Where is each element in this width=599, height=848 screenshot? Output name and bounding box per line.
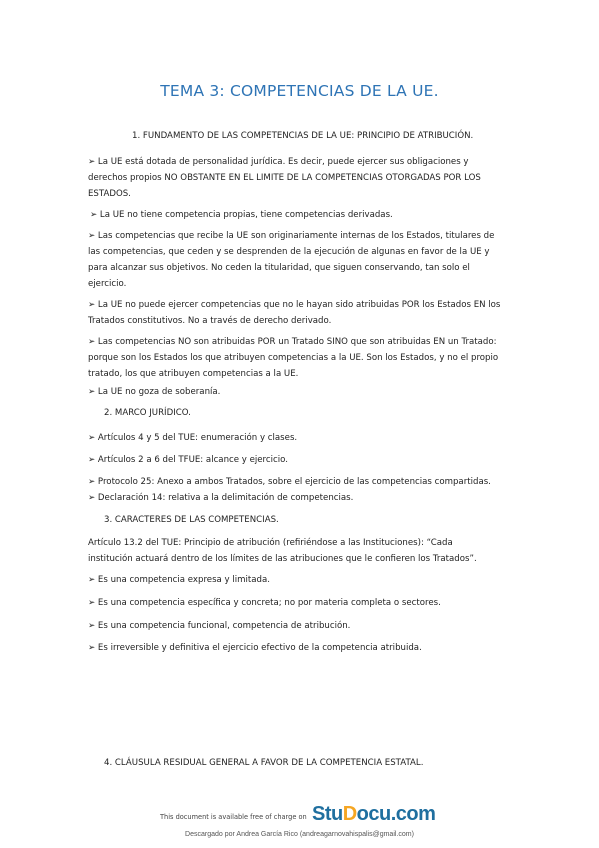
list-item: ➢ Artículos 4 y 5 del TUE: enumeración y clases. bbox=[88, 433, 298, 443]
section-heading-3: 3. CARACTERES DE LAS COMPETENCIAS. bbox=[104, 515, 279, 525]
paragraph-line: ejercicio. bbox=[88, 279, 127, 289]
paragraph-line: ➢ La UE no tiene competencia propias, tiene competencias derivadas. bbox=[90, 210, 393, 220]
studocu-logo[interactable] bbox=[312, 803, 435, 826]
paragraph-line: para alcanzar sus objetivos. No ceden la titularidad, que siguen conservando, tan solo el bbox=[88, 263, 470, 273]
list-item: ➢ Protocolo 25: Anexo a ambos Tratados, sobre el ejercicio de las competencias compartidas. bbox=[88, 477, 491, 487]
paragraph-line: ESTADOS. bbox=[88, 189, 131, 199]
paragraph-line: ➢ La UE no puede ejercer competencias que no le hayan sido atribuidas POR los Estados EN los bbox=[88, 300, 501, 310]
page-title: TEMA 3: COMPETENCIAS DE LA UE. bbox=[160, 82, 439, 100]
paragraph-line: institución actuará dentro de los límites de las atribuciones que le confieren los Tratados”. bbox=[88, 554, 477, 564]
download-notice: Descargado por Andrea García Rico (andreagarnovahispalis@gmail.com) bbox=[185, 831, 414, 838]
section-heading-4: 4. CLÁUSULA RESIDUAL GENERAL A FAVOR DE LA COMPETENCIA ESTATAL. bbox=[104, 758, 424, 768]
logo-part: Stu bbox=[312, 803, 343, 825]
paragraph-line: ➢ La UE no goza de soberanía. bbox=[88, 387, 221, 397]
logo-part: D bbox=[342, 803, 357, 825]
paragraph-line: Tratados constitutivos. No a través de derecho derivado. bbox=[88, 316, 332, 326]
paragraph-line: ➢ Las competencias que recibe la UE son originariamente internas de los Estados, titulares de bbox=[88, 231, 495, 241]
paragraph-line: ➢ Las competencias NO son atribuidas POR un Tratado SINO que son atribuidas EN un Tratado: bbox=[88, 337, 497, 347]
list-item: ➢ Es una competencia expresa y limitada. bbox=[88, 575, 270, 585]
list-item: ➢ Es una competencia funcional, competencia de atribución. bbox=[88, 621, 351, 631]
paragraph-line: derechos propios NO OBSTANTE EN EL LIMITE DE LA COMPETENCIAS OTORGADAS POR LOS bbox=[88, 173, 481, 183]
paragraph-line: porque son los Estados los que atribuyen competencias a la UE. Son los Estados, y no el propio bbox=[88, 353, 499, 363]
list-item: ➢ Es una competencia específica y concreta; no por materia completa o sectores. bbox=[88, 598, 441, 608]
list-item: ➢ Declaración 14: relativa a la delimitación de competencias. bbox=[88, 493, 354, 503]
paragraph-line: ➢ La UE está dotada de personalidad jurídica. Es decir, puede ejercer sus obligaciones y bbox=[88, 157, 469, 167]
paragraph-line: Artículo 13.2 del TUE: Principio de atribución (refiriéndose a las Instituciones): “Cada bbox=[88, 538, 453, 548]
logo-part: ocu.com bbox=[356, 803, 436, 825]
list-item: ➢ Artículos 2 a 6 del TFUE: alcance y ejercicio. bbox=[88, 455, 288, 465]
paragraph-line: las competencias, que ceden y se desprenden de la ejecución de algunas en favor de la UE y bbox=[88, 247, 490, 257]
paragraph-line: tratado, los que atribuyen competencias a la UE. bbox=[88, 369, 299, 379]
footer-available-text: This document is available free of charge on bbox=[160, 813, 307, 821]
section-heading-1: 1. FUNDAMENTO DE LAS COMPETENCIAS DE LA UE: PRINCIPIO DE ATRIBUCIÓN. bbox=[132, 131, 474, 141]
section-heading-2: 2. MARCO JURÍDICO. bbox=[104, 408, 191, 418]
list-item: ➢ Es irreversible y definitiva el ejercicio efectivo de la competencia atribuida. bbox=[88, 643, 422, 653]
